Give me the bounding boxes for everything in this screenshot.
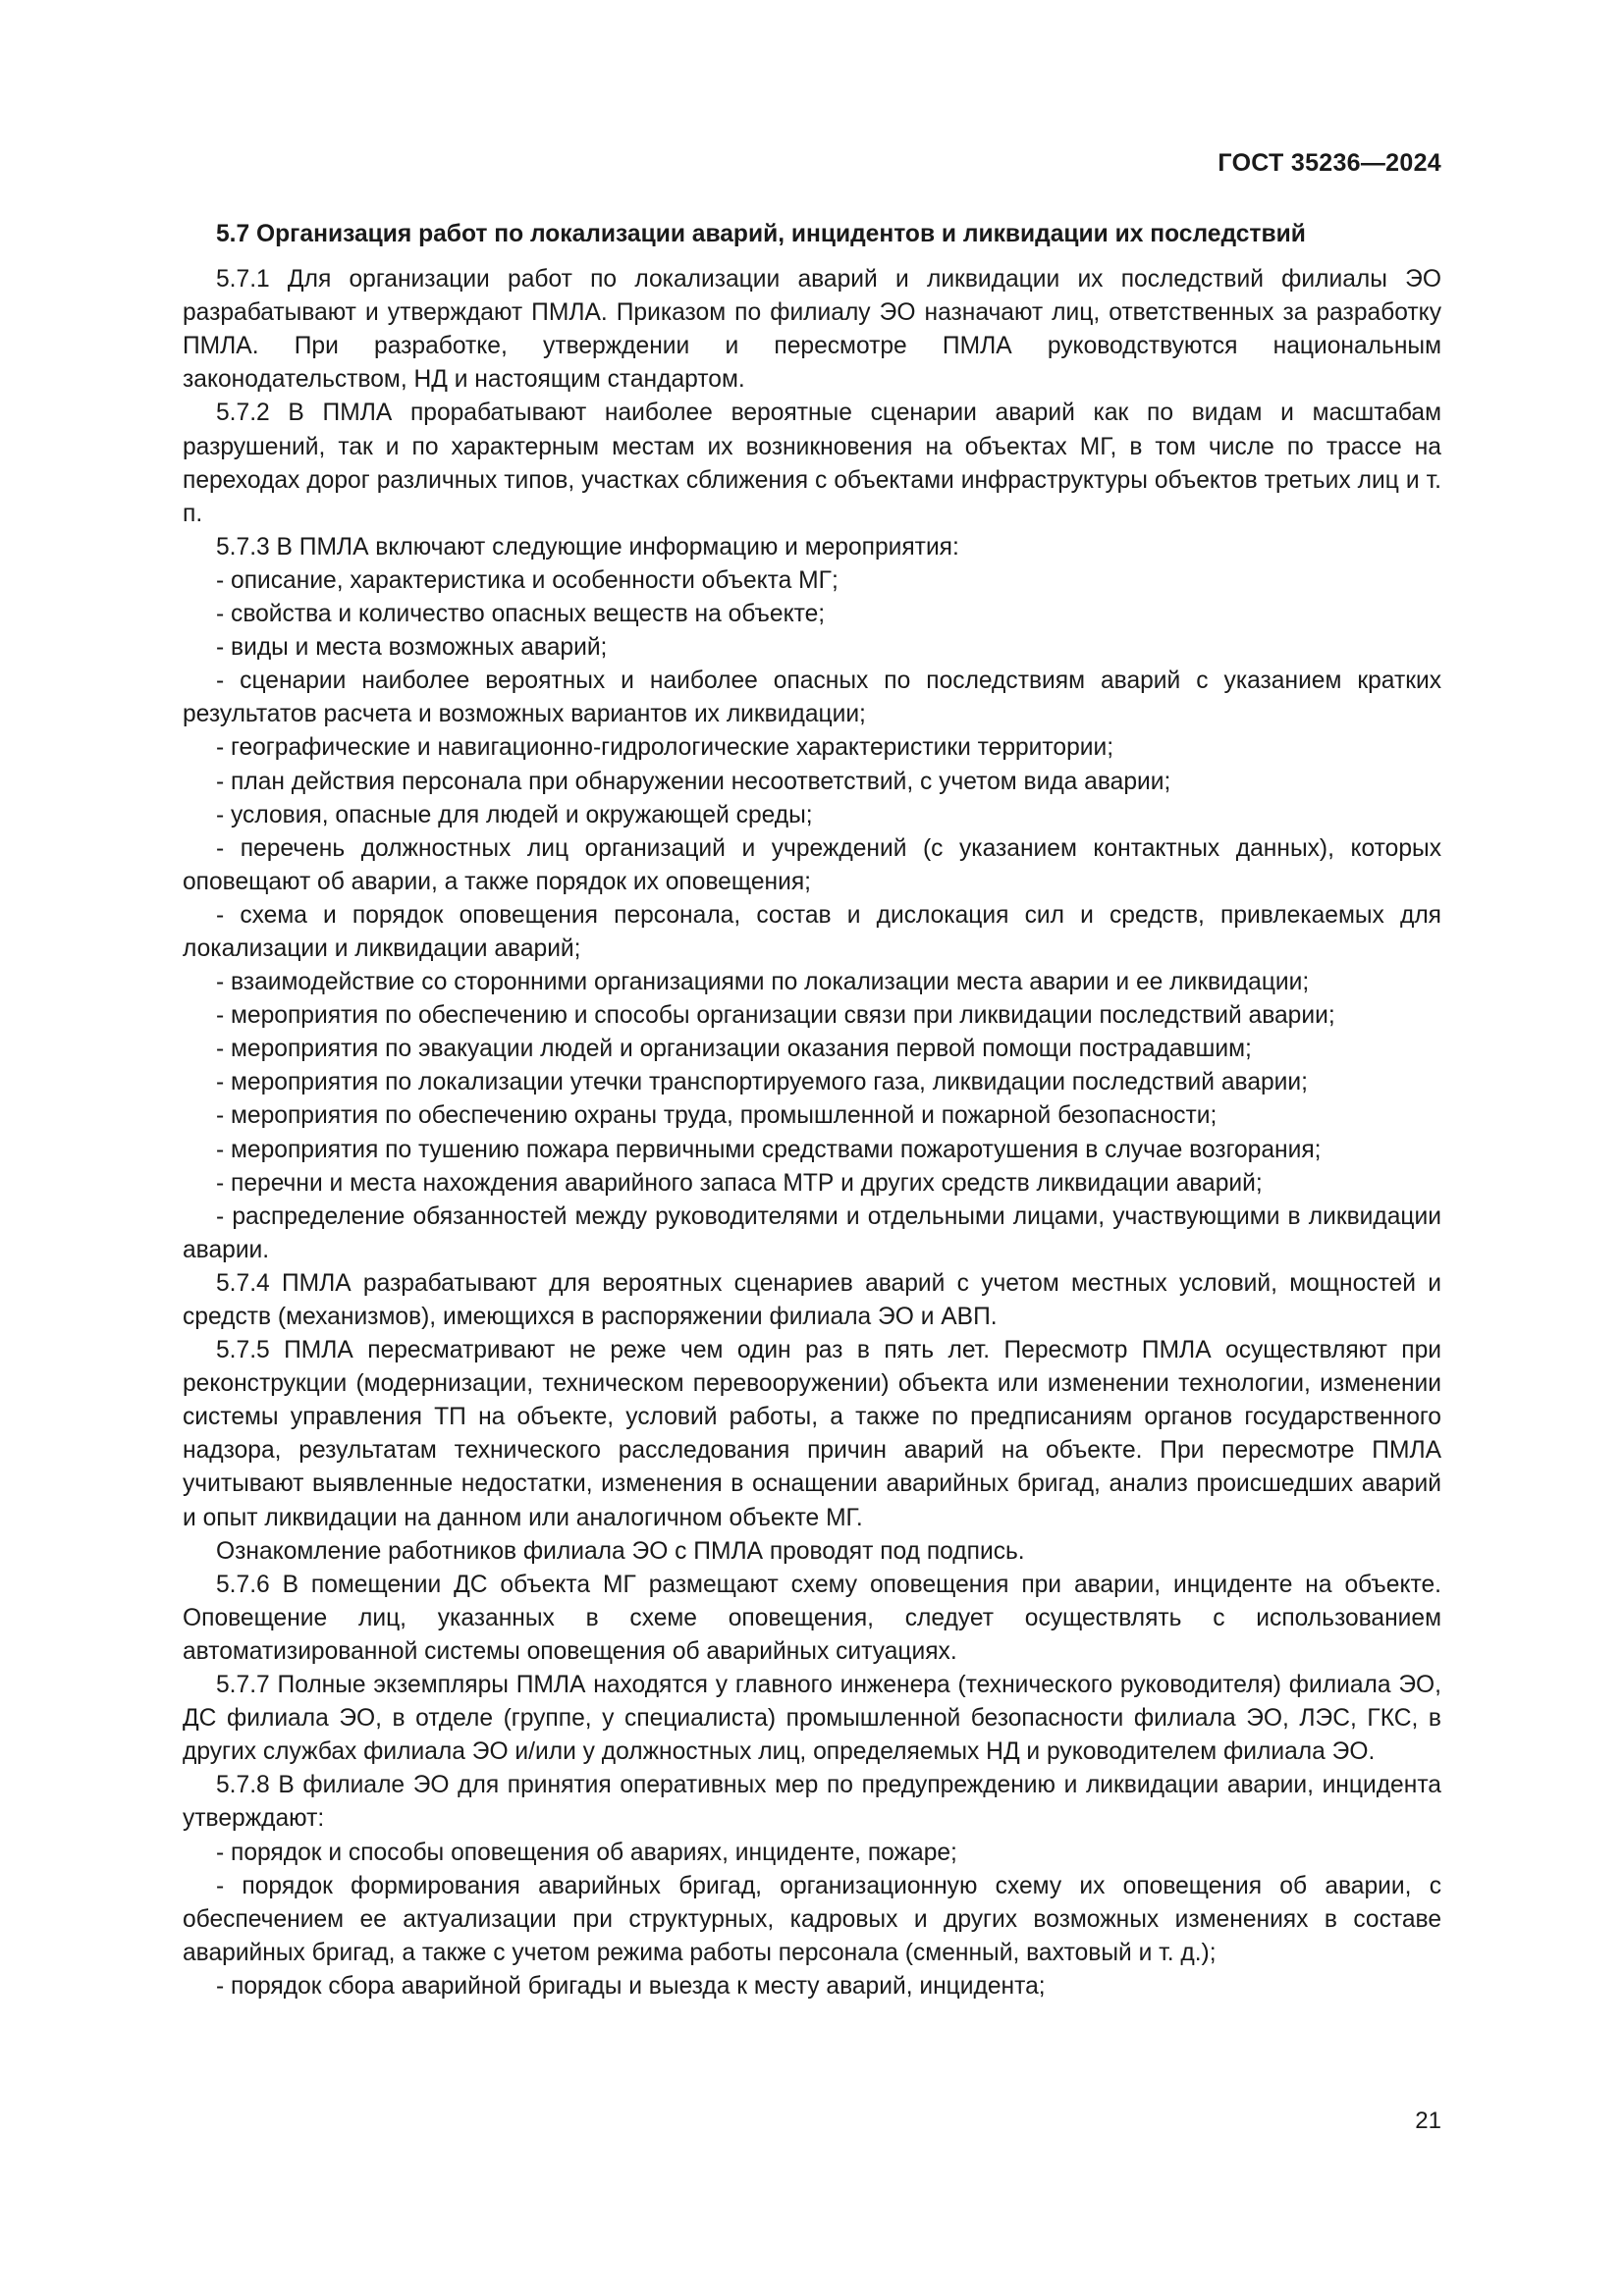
- list-item: - порядок сбора аварийной бригады и выезда к месту аварий, инцидента;: [216, 1972, 1046, 2000]
- section-title: 5.7 Организация работ по локализации аварий, инцидентов и ликвидации их последствий: [216, 221, 1306, 247]
- paragraph: 5.7.2 В ПМЛА прорабатывают наиболее вероятные сценарии аварий как по видам и масштабам разрушений, так и по характерным местам их возникновения на объектах МГ, в том числе по трассе на переходах дорог различных типов, участках сближения с объектами инфраструктуры объектов третьих лиц и т. п.: [183, 400, 1441, 527]
- list-item: - географические и навигационно-гидрологические характеристики территории;: [216, 734, 1114, 762]
- list-item: - схема и порядок оповещения персонала, состав и дислокация сил и средств, привлекаемых для локализации и ликвидации аварий;: [183, 901, 1441, 962]
- paragraph: 5.7.7 Полные экземпляры ПМЛА находятся у главного инженера (технического руководителя) филиала ЭО, ДС филиала ЭО, в отделе (группе, у специалиста) промышленной безопасности филиала ЭО, ЛЭС, ГКС, в других службах филиала ЭО и/или у должностных лиц, определяемых НД и руководителем филиала ЭО.: [183, 1672, 1441, 1766]
- paragraph: 5.7.3 В ПМЛА включают следующие информацию и мероприятия:: [216, 533, 959, 561]
- list-item: - условия, опасные для людей и окружающей среды;: [216, 801, 813, 828]
- list-item: - мероприятия по обеспечению и способы организации связи при ликвидации последствий аварии;: [216, 1002, 1335, 1030]
- page-content: [183, 218, 1441, 2003]
- list-item: - перечни и места нахождения аварийного запаса МТР и других средств ликвидации аварий;: [216, 1169, 1263, 1197]
- list-item: - виды и места возможных аварий;: [216, 634, 608, 662]
- list-item: - сценарии наиболее вероятных и наиболее опасных по последствиям аварий с указанием кратких результатов расчета и возможных вариантов их ликвидации;: [183, 667, 1441, 728]
- list-item: - мероприятия по обеспечению охраны труда, промышленной и пожарной безопасности;: [216, 1102, 1218, 1130]
- list-item: - распределение обязанностей между руководителями и отдельными лицами, участвующими в ликвидации аварии.: [183, 1202, 1441, 1263]
- paragraph: 5.7.5 ПМЛА пересматривают не реже чем один раз в пять лет. Пересмотр ПМЛА осуществляют при реконструкции (модернизации, техническом перевооружении) объекта или изменении технологии, изменении системы управления ТП на объекте, условий работы, а также по предписаниям органов государственного надзора, результатам технического расследования причин аварий на объекте. При пересмотре ПМЛА учитывают выявленные недостатки, изменения в оснащении аварийных бригад, анализ происшедших аварий и опыт ликвидации на данном или аналогичном объекте МГ.: [183, 1337, 1441, 1531]
- list-item: - мероприятия по локализации утечки транспортируемого газа, ликвидации последствий аварии;: [216, 1069, 1308, 1096]
- list-item: - порядок и способы оповещения об авариях, инциденте, пожаре;: [216, 1839, 957, 1866]
- page-number: 21: [1415, 2108, 1441, 2134]
- list-item: - план действия персонала при обнаружении несоответствий, с учетом вида аварии;: [216, 768, 1171, 795]
- list-item: - перечень должностных лиц организаций и учреждений (с указанием контактных данных), которых оповещают об аварии, а также порядок их оповещения;: [183, 834, 1441, 895]
- list-item: - мероприятия по эвакуации людей и организации оказания первой помощи пострадавшим;: [216, 1036, 1252, 1063]
- paragraph: 5.7.6 В помещении ДС объекта МГ размещают схему оповещения при аварии, инциденте на объекте. Оповещение лиц, указанных в схеме оповещения, следует осуществлять с использованием автоматизированной системы оповещения об аварийных ситуациях.: [183, 1571, 1441, 1665]
- list-item: - свойства и количество опасных веществ на объекте;: [216, 601, 826, 628]
- list-item: - взаимодействие со сторонними организациями по локализации места аварии и ее ликвидации;: [216, 969, 1310, 996]
- list-item: - порядок формирования аварийных бригад, организационную схему их оповещения об аварии, с обеспечением ее актуализации при структурных, кадровых и других возможных изменениях в составе аварийных бригад, а также с учетом режима работы персонала (сменный, вахтовый и т. д.);: [183, 1872, 1441, 1966]
- list-item: - мероприятия по тушению пожара первичными средствами пожаротушения в случае возгорания;: [216, 1136, 1322, 1163]
- paragraph: 5.7.4 ПМЛА разрабатывают для вероятных сценариев аварий с учетом местных условий, мощностей и средств (механизмов), имеющихся в распоряжении филиала ЭО и АВП.: [183, 1269, 1441, 1330]
- list-item: - описание, характеристика и особенности объекта МГ;: [216, 566, 839, 594]
- paragraph: 5.7.8 В филиале ЭО для принятия оперативных мер по предупреждению и ликвидации аварии, инцидента утверждают:: [183, 1772, 1441, 1833]
- standard-designation: ГОСТ 35236—2024: [1218, 149, 1441, 177]
- paragraph: 5.7.1 Для организации работ по локализации аварий и ликвидации их последствий филиалы ЭО разрабатывают и утверждают ПМЛА. Приказом по филиалу ЭО назначают лиц, ответственных за разработку ПМЛА. При разработке, утверждении и пересмотре ПМЛА руководствуются национальным законодательством, НД и настоящим стандартом.: [183, 266, 1441, 394]
- paragraph: Ознакомление работников филиала ЭО с ПМЛА проводят под подпись.: [216, 1537, 1025, 1565]
- paragraph-list: [183, 263, 1441, 2003]
